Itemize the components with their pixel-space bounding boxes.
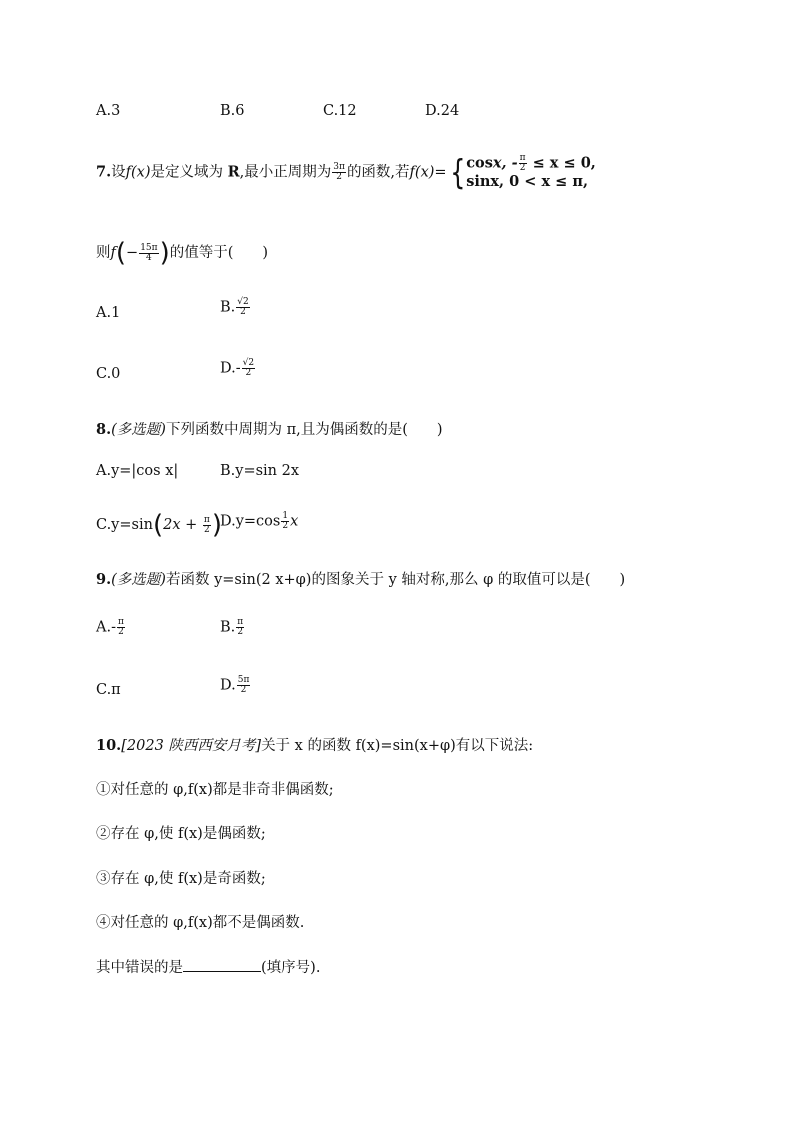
q9-option-d: D. $\frac{5\pi}{2}$ bbox=[220, 675, 250, 695]
q10-ask-text: 其中错误的是 bbox=[96, 960, 183, 976]
q9-tag: (多选题) bbox=[111, 572, 166, 588]
q7-piecewise-brace: { bbox=[449, 152, 465, 193]
q10-statement-3: ③存在 φ,使 f(x)是奇函数; bbox=[96, 871, 266, 887]
q7-number: 7. bbox=[96, 163, 112, 181]
q9-stem bbox=[96, 568, 625, 589]
q7-text: ,最小正周期为 bbox=[239, 164, 332, 181]
q6-option-d: D.24 bbox=[425, 103, 460, 119]
q7-option-c: C.0 bbox=[96, 366, 121, 382]
q7-paren-left: ( bbox=[115, 238, 127, 268]
q7-arg-sign: − bbox=[126, 245, 139, 261]
q8-option-a: A.y=|cos x| bbox=[96, 463, 179, 479]
q10-number: 10. bbox=[96, 737, 122, 754]
q7-stem-cont bbox=[96, 238, 268, 268]
q9-option-c: C.π bbox=[96, 682, 121, 698]
q8-option-b: B.y=sin 2x bbox=[220, 463, 300, 479]
q7-period-fraction: $\frac{3\pi}{2}$ bbox=[333, 162, 345, 182]
q7-option-a: A.1 bbox=[96, 305, 121, 321]
q10-stem bbox=[96, 734, 533, 755]
q7-f: f bbox=[110, 245, 116, 261]
q7-stem bbox=[96, 154, 596, 191]
q7-fx: f(x) bbox=[125, 164, 151, 181]
q9-option-b: B. $\frac{\pi}{2}$ bbox=[220, 617, 244, 637]
q8-stem bbox=[96, 418, 443, 439]
q8-option-d: D.y=cos $\frac{1}{2}$ x bbox=[220, 511, 299, 531]
q10-tag: [2023 陕西西安月考] bbox=[121, 738, 262, 754]
q6-option-b: B.6 bbox=[220, 103, 245, 119]
q6-option-a: A.3 bbox=[96, 103, 121, 119]
q7-R: R bbox=[227, 163, 240, 181]
q7-option-b: B. $\frac{√2}{2}$ bbox=[220, 297, 249, 317]
q8-option-c: C.y=sin(2x + $\frac{\pi}{2}$ ) bbox=[96, 510, 222, 540]
q8-tag: (多选题) bbox=[111, 422, 166, 438]
q9-number: 9. bbox=[96, 571, 112, 588]
q7-arg-fraction: $\frac{15\pi}{4}$ bbox=[140, 242, 158, 263]
q7-piecewise-cases: cosx, - $\frac{\pi}{2}$ ≤ x ≤ 0, sinx, 0 < x ≤ π, bbox=[466, 153, 596, 190]
q6-option-c: C.12 bbox=[323, 103, 357, 119]
q10-statement-4: ④对任意的 φ,f(x)都不是偶函数. bbox=[96, 915, 305, 931]
q7-option-d: D.- $\frac{√2}{2}$ bbox=[220, 358, 255, 378]
q7-text: 则 bbox=[96, 245, 111, 261]
q10-ask-text: (填序号). bbox=[261, 960, 321, 976]
q7-text: 设 bbox=[111, 164, 126, 181]
q10-text: 关于 x 的函数 f(x)=sin(x+φ)有以下说法: bbox=[261, 738, 534, 754]
q8-number: 8. bbox=[96, 421, 112, 438]
q7-text: 的值等于( ) bbox=[169, 245, 269, 261]
q8-text: 下列函数中周期为 π,且为偶函数的是( ) bbox=[165, 422, 443, 438]
q10-question bbox=[96, 956, 320, 977]
q7-paren-right: ) bbox=[159, 238, 170, 268]
q7-text: 是定义域为 bbox=[150, 164, 228, 181]
q9-text: 若函数 y=sin(2 x+φ)的图象关于 y 轴对称,那么 φ 的取值可以是( ) bbox=[165, 572, 626, 588]
q9-option-a: A.- $\frac{\pi}{2}$ bbox=[96, 617, 124, 637]
answer-blank[interactable] bbox=[183, 957, 261, 972]
q10-statement-1: ①对任意的 φ,f(x)都是非奇非偶函数; bbox=[96, 782, 334, 798]
q7-fx: f(x)= bbox=[409, 164, 447, 181]
q7-text: 的函数,若 bbox=[346, 164, 410, 181]
q10-statement-2: ②存在 φ,使 f(x)是偶函数; bbox=[96, 826, 266, 842]
